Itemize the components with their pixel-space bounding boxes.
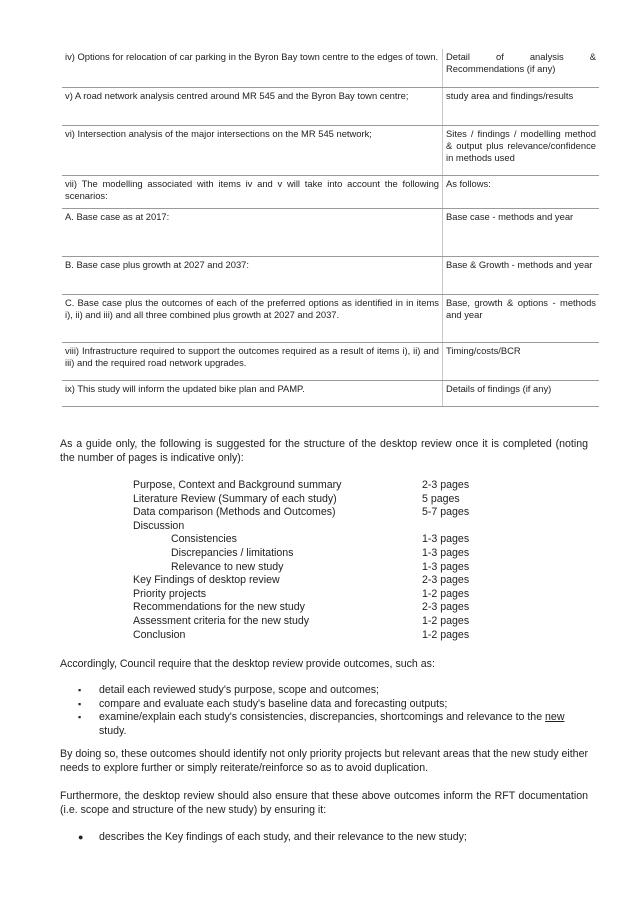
requirement-cell: v) A road network analysis centred around MR 545 and the Byron Bay town centre;: [62, 87, 443, 125]
outline-section-title: Data comparison (Methods and Outcomes): [133, 506, 336, 519]
outline-page-count: 1-2 pages: [422, 614, 470, 627]
deliverable-cell: Timing/costs/BCR: [443, 342, 600, 380]
outline-page-count: 1-2 pages: [422, 587, 470, 600]
outline-section-title: Relevance to new study: [171, 560, 284, 573]
requirement-cell: C. Base case plus the outcomes of each of the preferred options as identified in in items i), ii) and iii) and all three combined plus growth at 2027 and 2037.: [62, 294, 443, 342]
outline-section-title: Discussion: [133, 519, 185, 532]
bullet-icon: ▪: [78, 698, 82, 709]
requirement-cell: iv) Options for relocation of car parking in the Byron Bay town centre to the edges of town.: [62, 49, 443, 87]
bullet-icon: ●: [78, 832, 84, 842]
deliverable-cell: Detail of analysis & Recommendations (if any): [443, 49, 600, 87]
outline-item: [133, 629, 483, 643]
table-row: [62, 125, 599, 175]
list-item: ▪ detail each reviewed study's purpose, scope and outcomes;: [78, 684, 379, 696]
outline-item: [133, 547, 483, 561]
list-item: ▪ examine/explain each study's consistencies, discrepancies, shortcomings and relevance to the new study.: [78, 711, 565, 737]
list-item: ● describes the Key findings of each study, and their relevance to the new study;: [78, 831, 467, 843]
outline-section-title: Purpose, Context and Background summary: [133, 479, 342, 491]
outline-section-title: Conclusion: [133, 628, 186, 641]
outline-page-count: 1-3 pages: [422, 533, 470, 546]
requirement-cell: vi) Intersection analysis of the major intersections on the MR 545 network;: [62, 125, 443, 175]
deliverable-cell: Details of findings (if any): [443, 380, 600, 406]
outline-section-title: Priority projects: [133, 587, 206, 600]
outline-item: [133, 588, 483, 602]
table-row: [62, 256, 599, 294]
outline-section-title: Recommendations for the new study: [133, 601, 305, 614]
deliverable-cell: Sites / findings / modelling method & output plus relevance/confidence in methods used: [443, 125, 600, 175]
outline-section-title: Consistencies: [171, 533, 237, 546]
table-row: [62, 380, 599, 406]
deliverable-cell: As follows:: [443, 175, 600, 208]
table-row: [62, 175, 599, 208]
outline-item: [133, 601, 483, 615]
requirement-cell: B. Base case plus growth at 2027 and 2037:: [62, 256, 443, 294]
outline-page-count: 2-3 pages: [422, 574, 470, 587]
bullet-icon: ▪: [78, 712, 82, 723]
table-row: [62, 87, 599, 125]
table-row: [62, 208, 599, 256]
outline-item: [133, 479, 483, 493]
furthermore-paragraph: Furthermore, the desktop review should also ensure that these above outcomes inform the RFT documentation (i.e. scope and structure of the new study) by ensuring it:: [60, 790, 588, 816]
outline-section-title: Discrepancies / limitations: [171, 546, 294, 559]
outline-section-title: Key Findings of desktop review: [133, 574, 280, 587]
outline-item: [133, 561, 483, 575]
outline-page-count: 1-2 pages: [422, 628, 470, 641]
requirements-table: [62, 49, 599, 407]
outline-item: [133, 506, 483, 520]
guide-intro-paragraph: As a guide only, the following is suggested for the structure of the desktop review once it is completed (noting the number of pages is indicative only):: [60, 438, 588, 464]
table-row: [62, 49, 599, 87]
requirement-cell: A. Base case as at 2017:: [62, 208, 443, 256]
deliverable-cell: study area and findings/results: [443, 87, 600, 125]
by-doing-paragraph: By doing so, these outcomes should identify not only priority projects but relevant areas that the new study either needs to explore further or simply reiterate/reinforce so as to avoid duplication.: [60, 748, 588, 774]
bullet-icon: ▪: [78, 685, 82, 695]
list-item: ▪ compare and evaluate each study's baseline data and forecasting outputs;: [78, 697, 448, 710]
outline-item: [133, 493, 483, 507]
outline-item: [133, 615, 483, 629]
outline-page-count: [422, 520, 482, 534]
deliverable-cell: Base, growth & options - methods and year: [443, 294, 600, 342]
requirement-cell: viii) Infrastructure required to support the outcomes required as a result of items i), ii) and iii) and the required road network upgrades.: [62, 342, 443, 380]
review-structure-outline: [133, 479, 483, 642]
accordingly-paragraph: Accordingly, Council require that the desktop review provide outcomes, such as:: [60, 658, 435, 670]
outline-item: [133, 520, 483, 534]
deliverable-cell: Base & Growth - methods and year: [443, 256, 600, 294]
requirement-cell: vii) The modelling associated with items iv and v will take into account the following scenarios:: [62, 175, 443, 208]
outline-page-count: 2-3 pages: [422, 479, 470, 491]
outline-item: [133, 533, 483, 547]
outline-page-count: 5 pages: [422, 492, 460, 505]
outline-section-title: Assessment criteria for the new study: [133, 614, 310, 627]
table-row: [62, 342, 599, 380]
deliverable-cell: Base case - methods and year: [443, 208, 600, 256]
table-row: [62, 294, 599, 342]
outline-page-count: 2-3 pages: [422, 601, 470, 614]
outline-section-title: Literature Review (Summary of each study): [133, 492, 337, 505]
outline-item: [133, 574, 483, 588]
underlined-word: new: [545, 711, 565, 724]
outline-page-count: 1-3 pages: [422, 560, 470, 573]
outline-page-count: 1-3 pages: [422, 546, 470, 559]
outline-page-count: 5-7 pages: [422, 506, 470, 519]
ensuring-bullet-list: [78, 831, 588, 845]
outcomes-bullet-list: [78, 684, 588, 738]
requirement-cell: ix) This study will inform the updated bike plan and PAMP.: [62, 380, 443, 406]
